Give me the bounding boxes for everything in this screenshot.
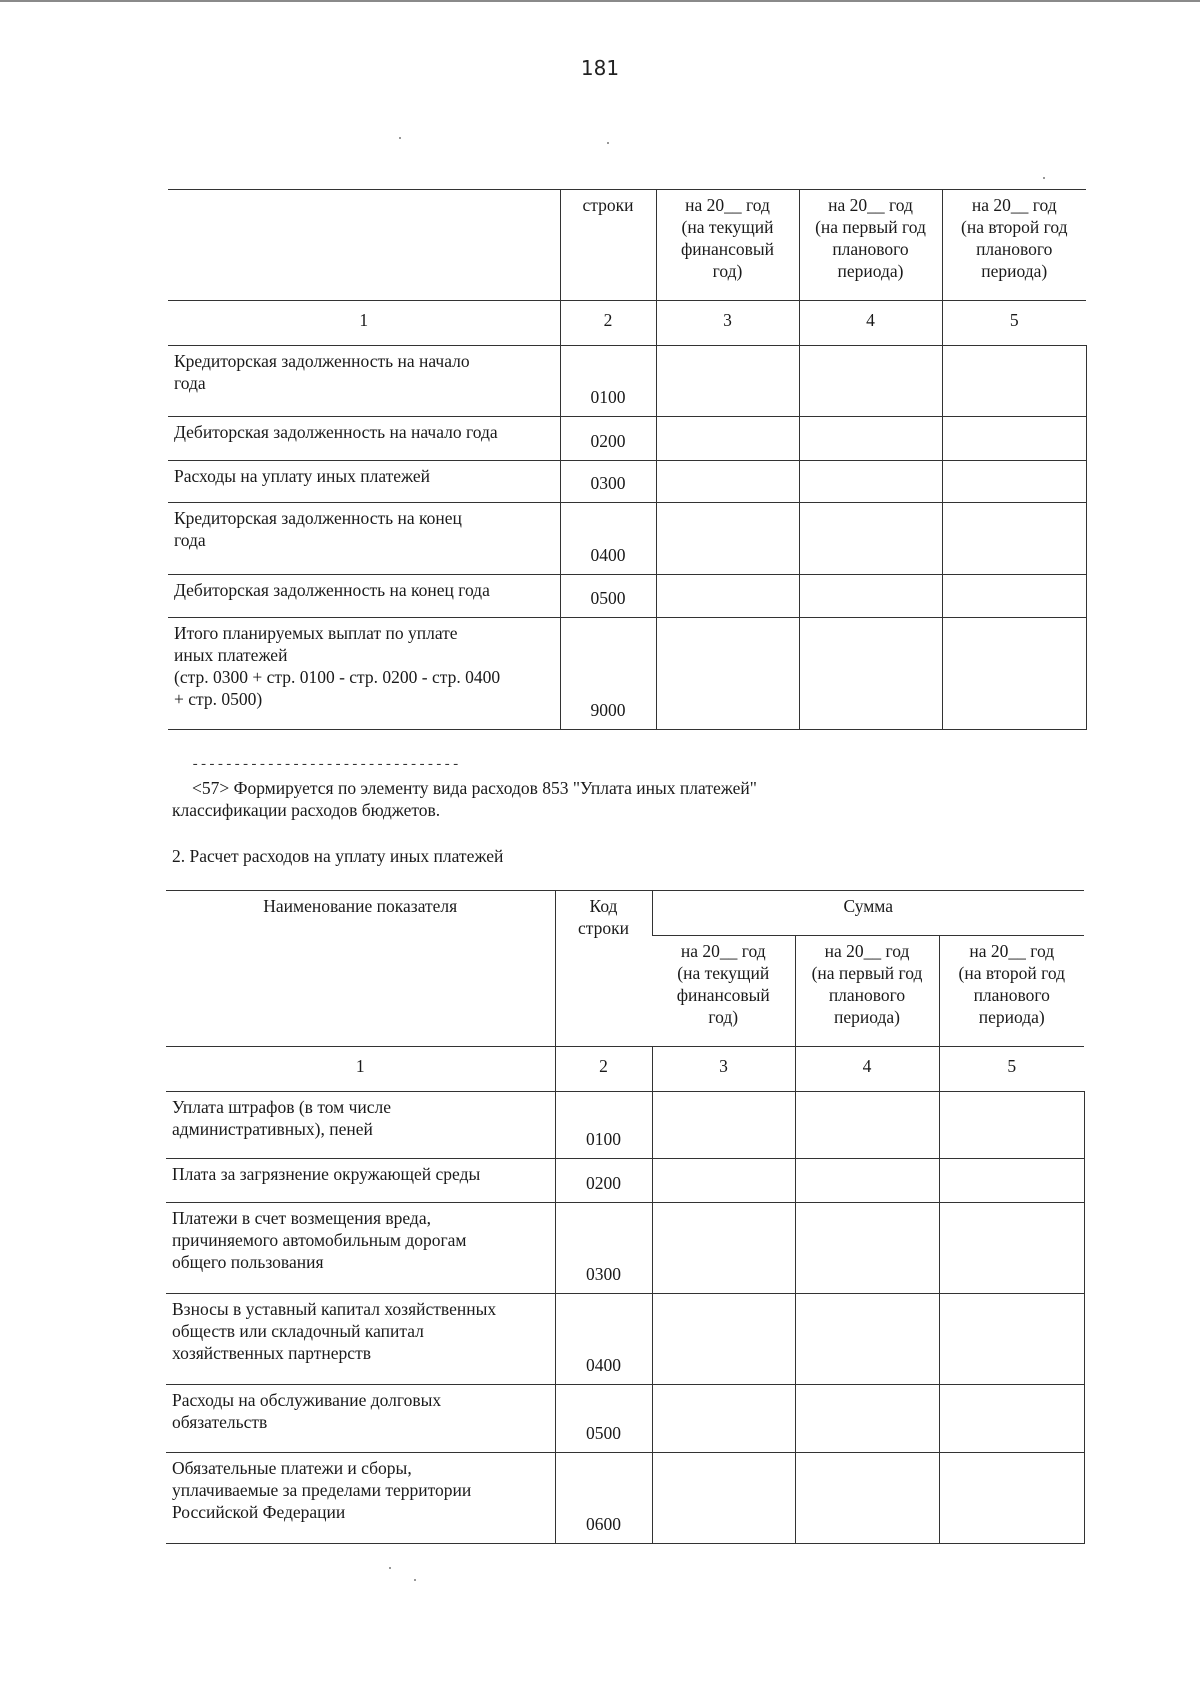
row-name: Дебиторская задолженность на конец года [168, 575, 560, 618]
value-cell [939, 1203, 1084, 1294]
row-code: 0200 [560, 417, 656, 461]
table-row-total [168, 618, 1086, 730]
header-name-cell: Наименование показателя [166, 891, 555, 1047]
header-code-cell: строки [560, 190, 656, 301]
value-cell [799, 618, 942, 730]
scan-speck [414, 1579, 416, 1581]
table-row [168, 417, 1086, 461]
value-cell [795, 1159, 939, 1203]
value-cell [942, 461, 1086, 503]
scan-speck [607, 142, 609, 144]
value-cell [652, 1385, 795, 1453]
row-name: Платежи в счет возмещения вреда, причиняемого автомобильным дорогам общего пользования [166, 1203, 555, 1294]
section-title: 2. Расчет расходов на уплату иных платежей [172, 846, 504, 866]
row-code: 0300 [555, 1203, 652, 1294]
row-name: Взносы в уставный капитал хозяйственных обществ или складочный капитал хозяйственных партнерств [166, 1294, 555, 1385]
value-cell [942, 417, 1086, 461]
value-cell [942, 503, 1086, 575]
table-row [168, 503, 1086, 575]
value-cell [939, 1453, 1084, 1544]
header-code-cell: Код строки [555, 891, 652, 1047]
table-row [166, 1092, 1084, 1159]
header-sum-cell: Сумма [652, 891, 1084, 936]
value-cell [799, 461, 942, 503]
footnote-line: классификации расходов бюджетов. [172, 800, 441, 820]
row-name: Дебиторская задолженность на начало года [168, 417, 560, 461]
table-row [166, 1294, 1084, 1385]
value-cell [799, 417, 942, 461]
value-cell [799, 346, 942, 417]
table-row [168, 346, 1086, 417]
table-row [168, 575, 1086, 618]
row-name: Итого планируемых выплат по уплате иных платежей (стр. 0300 + стр. 0100 - стр. 0200 - стр. 0400 + стр. 0500) [168, 618, 560, 730]
column-number: 1 [168, 301, 560, 346]
column-number: 2 [555, 1047, 652, 1092]
table-row [166, 1453, 1084, 1544]
table-row [166, 1203, 1084, 1294]
value-cell [656, 417, 799, 461]
column-numbers-row [166, 1047, 1084, 1092]
column-number: 4 [795, 1047, 939, 1092]
value-cell [939, 1092, 1084, 1159]
header-first-plan-year-cell: на 20__ год (на первый год планового периода) [795, 936, 939, 1047]
header-second-plan-year-cell: на 20__ год (на второй год планового периода) [939, 936, 1084, 1047]
value-cell [795, 1092, 939, 1159]
value-cell [795, 1453, 939, 1544]
value-cell [652, 1453, 795, 1544]
row-code: 0300 [560, 461, 656, 503]
value-cell [795, 1385, 939, 1453]
column-numbers-row [168, 301, 1086, 346]
column-number: 1 [166, 1047, 555, 1092]
footnote [172, 777, 1072, 821]
scan-speck [1043, 177, 1045, 179]
row-name: Обязательные платежи и сборы, уплачиваемые за пределами территории Российской Федерации [166, 1453, 555, 1544]
row-name: Расходы на обслуживание долговых обязательств [166, 1385, 555, 1453]
value-cell [652, 1092, 795, 1159]
table-row [166, 1159, 1084, 1203]
column-number: 3 [652, 1047, 795, 1092]
value-cell [795, 1294, 939, 1385]
footnote-separator: -------------------------------- [191, 757, 460, 773]
row-code: 0500 [555, 1385, 652, 1453]
row-code: 0400 [555, 1294, 652, 1385]
table-header-row [166, 891, 1084, 936]
value-cell [656, 503, 799, 575]
row-code: 0400 [560, 503, 656, 575]
row-code: 0500 [560, 575, 656, 618]
value-cell [942, 575, 1086, 618]
header-current-year-cell: на 20__ год (на текущий финансовый год) [656, 190, 799, 301]
value-cell [656, 575, 799, 618]
footnote-line: <57> Формируется по элементу вида расходов 853 "Уплата иных платежей" [192, 778, 757, 798]
page-number: 181 [580, 56, 620, 80]
row-code: 0200 [555, 1159, 652, 1203]
other-payments-table [168, 189, 1087, 730]
table-header-row [168, 190, 1086, 301]
row-name: Кредиторская задолженность на начало года [168, 346, 560, 417]
value-cell [942, 618, 1086, 730]
column-number: 3 [656, 301, 799, 346]
value-cell [942, 346, 1086, 417]
value-cell [656, 618, 799, 730]
value-cell [652, 1294, 795, 1385]
value-cell [795, 1203, 939, 1294]
scan-speck [399, 137, 401, 139]
row-name: Плата за загрязнение окружающей среды [166, 1159, 555, 1203]
header-second-plan-year-cell: на 20__ год (на второй год планового периода) [942, 190, 1086, 301]
page-top-border [0, 0, 1200, 2]
value-cell [656, 346, 799, 417]
row-name: Расходы на уплату иных платежей [168, 461, 560, 503]
value-cell [939, 1159, 1084, 1203]
column-number: 2 [560, 301, 656, 346]
value-cell [652, 1159, 795, 1203]
header-name-cell [168, 190, 560, 301]
column-number: 4 [799, 301, 942, 346]
value-cell [799, 575, 942, 618]
header-first-plan-year-cell: на 20__ год (на первый год планового периода) [799, 190, 942, 301]
row-code: 0100 [555, 1092, 652, 1159]
value-cell [799, 503, 942, 575]
row-code: 9000 [560, 618, 656, 730]
row-code: 0100 [560, 346, 656, 417]
row-name: Кредиторская задолженность на конец года [168, 503, 560, 575]
value-cell [939, 1294, 1084, 1385]
row-name: Уплата штрафов (в том числе административных), пеней [166, 1092, 555, 1159]
column-number: 5 [942, 301, 1086, 346]
scan-speck [389, 1567, 391, 1569]
value-cell [652, 1203, 795, 1294]
header-current-year-cell: на 20__ год (на текущий финансовый год) [652, 936, 795, 1047]
table-row [166, 1385, 1084, 1453]
row-code: 0600 [555, 1453, 652, 1544]
value-cell [939, 1385, 1084, 1453]
table-row [168, 461, 1086, 503]
value-cell [656, 461, 799, 503]
other-payments-calculation-table [166, 890, 1085, 1544]
column-number: 5 [939, 1047, 1084, 1092]
